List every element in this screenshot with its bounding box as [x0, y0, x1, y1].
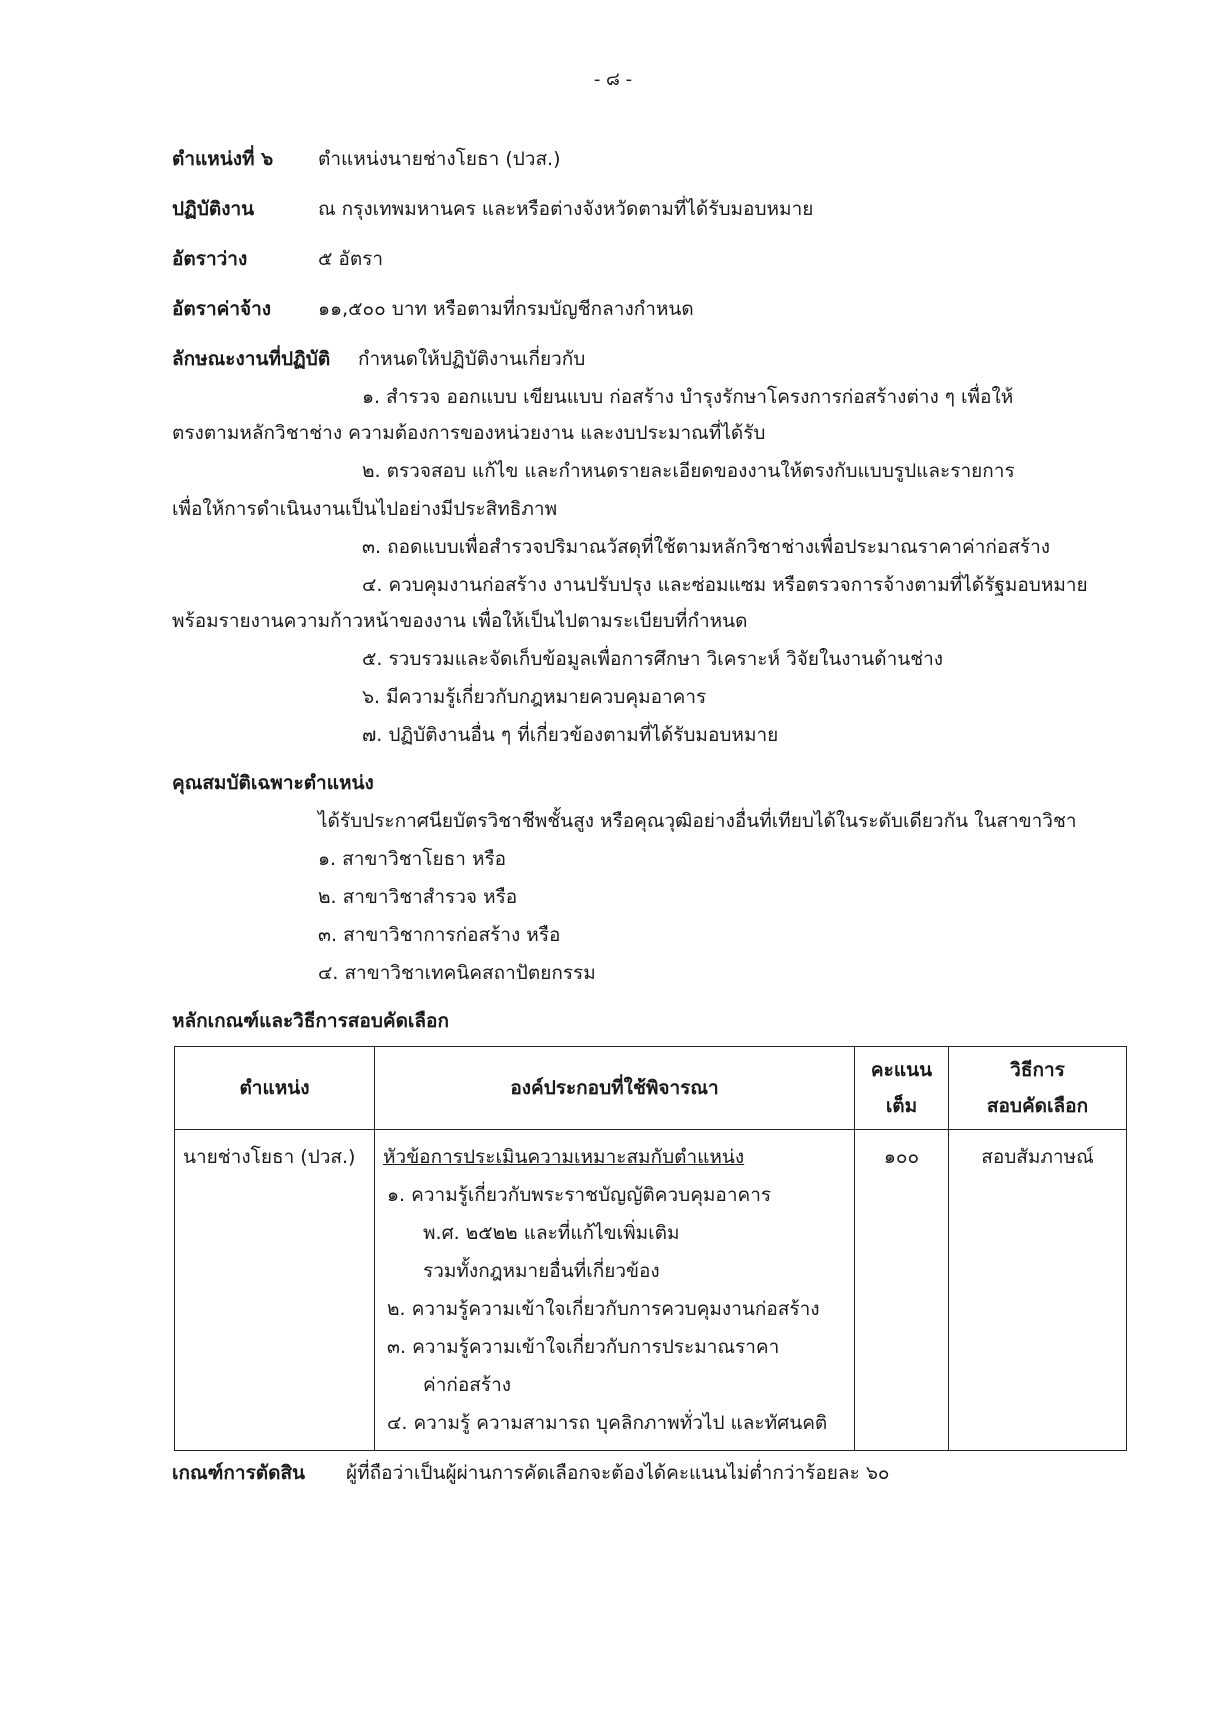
header-method-line-1: วิธีการ — [1010, 1059, 1065, 1081]
header-method — [949, 1047, 1127, 1130]
salary-value: ๑๑,๕๐๐ บาท หรือตามที่กรมบัญชีกลางกำหนด — [318, 298, 694, 320]
duties-intro: กำหนดให้ปฏิบัติงานเกี่ยวกับ — [358, 348, 586, 370]
vacancies-label: อัตราว่าง — [172, 248, 248, 270]
duty-line: พร้อมรายงานความก้าวหน้าของงาน เพื่อให้เป็นไปตามระเบียบที่กำหนด — [172, 610, 748, 632]
cell-score: ๑๐๐ — [855, 1130, 949, 1451]
header-position: ตำแหน่ง — [175, 1047, 375, 1130]
component-line: ๔. ความรู้ ความสามารถ บุคลิกภาพทั่วไป และทัศนคติ — [387, 1412, 828, 1434]
duty-line: ๗. ปฏิบัติงานอื่น ๆ ที่เกี่ยวข้องตามที่ได้รับมอบหมาย — [362, 724, 779, 746]
duty-line: ๕. รวบรวมและจัดเก็บข้อมูลเพื่อการศึกษา วิเคราะห์ วิจัยในงานด้านช่าง — [362, 648, 944, 670]
duty-line: ๓. ถอดแบบเพื่อสำรวจปริมาณวัสดุที่ใช้ตามหลักวิชาช่างเพื่อประมาณราคาค่าก่อสร้าง — [362, 536, 1051, 558]
header-method-line-2: สอบคัดเลือก — [986, 1095, 1089, 1117]
duties-heading: ลักษณะงานที่ปฏิบัติ — [172, 348, 331, 370]
qualification-item: ๓. สาขาวิชาการก่อสร้าง หรือ — [318, 924, 561, 946]
component-line: ๓. ความรู้ความเข้าใจเกี่ยวกับการประมาณราคา — [387, 1336, 780, 1358]
qualification-item: ๔. สาขาวิชาเทคนิคสถาปัตยกรรม — [318, 962, 596, 984]
qualification-item: ๒. สาขาวิชาสำรวจ หรือ — [318, 886, 518, 908]
criteria-heading: หลักเกณฑ์และวิธีการสอบคัดเลือก — [172, 1010, 449, 1032]
position-label: ตำแหน่งที่ ๖ — [172, 148, 274, 170]
duty-line: ๒. ตรวจสอบ แก้ไข และกำหนดรายละเอียดของงานให้ตรงกับแบบรูปและรายการ — [362, 460, 1015, 482]
component-line: พ.ศ. ๒๕๒๒ และที่แก้ไขเพิ่มเติม — [423, 1222, 680, 1244]
table-header-row — [175, 1047, 1127, 1130]
duty-line: ๑. สำรวจ ออกแบบ เขียนแบบ ก่อสร้าง บำรุงรักษาโครงการก่อสร้างต่าง ๆ เพื่อให้ — [362, 386, 1014, 408]
decision-label: เกณฑ์การตัดสิน — [172, 1462, 306, 1484]
duty-line: ๔. ควบคุมงานก่อสร้าง งานปรับปรุง และซ่อมแซม หรือตรวจการจ้างตามที่ได้รัฐมอบหมาย — [362, 574, 1088, 596]
duty-line: ตรงตามหลักวิชาช่าง ความต้องการของหน่วยงาน และงบประมาณที่ได้รับ — [172, 422, 766, 444]
header-score — [855, 1047, 949, 1130]
header-score-line-1: คะแนน — [870, 1059, 933, 1081]
header-components: องค์ประกอบที่ใช้พิจารณา — [375, 1047, 855, 1130]
salary-label: อัตราค่าจ้าง — [172, 298, 272, 320]
qualifications-intro: ได้รับประกาศนียบัตรวิชาชีพชั้นสูง หรือคุณวุฒิอย่างอื่นที่เทียบได้ในระดับเดียวกัน ในสาขาวิชา — [318, 810, 1077, 832]
component-title: หัวข้อการประเมินความเหมาะสมกับตำแหน่ง — [383, 1146, 745, 1168]
component-line: ๑. ความรู้เกี่ยวกับพระราชบัญญัติควบคุมอาคาร — [387, 1184, 772, 1206]
workplace-value: ณ กรุงเทพมหานคร และหรือต่างจังหวัดตามที่ได้รับมอบหมาย — [318, 198, 814, 220]
criteria-table — [174, 1046, 1127, 1451]
header-score-line-2: เต็ม — [885, 1095, 918, 1117]
component-line: รวมทั้งกฎหมายอื่นที่เกี่ยวข้อง — [423, 1260, 660, 1282]
qualification-item: ๑. สาขาวิชาโยธา หรือ — [318, 848, 507, 870]
cell-position: นายช่างโยธา (ปวส.) — [175, 1130, 375, 1451]
duty-line: เพื่อให้การดำเนินงานเป็นไปอย่างมีประสิทธิภาพ — [172, 498, 558, 520]
position-value: ตำแหน่งนายช่างโยธา (ปวส.) — [318, 148, 561, 170]
component-line: ค่าก่อสร้าง — [423, 1374, 512, 1396]
component-line: ๒. ความรู้ความเข้าใจเกี่ยวกับการควบคุมงานก่อสร้าง — [387, 1298, 820, 1320]
page-number: - ๘ - — [593, 69, 633, 90]
decision-value: ผู้ที่ถือว่าเป็นผู้ผ่านการคัดเลือกจะต้องได้คะแนนไม่ต่ำกว่าร้อยละ ๖๐ — [346, 1462, 890, 1484]
cell-components — [375, 1130, 855, 1451]
cell-method: สอบสัมภาษณ์ — [949, 1130, 1127, 1451]
duty-line: ๖. มีความรู้เกี่ยวกับกฎหมายควบคุมอาคาร — [362, 686, 707, 708]
table-row — [175, 1130, 1127, 1451]
qualifications-heading: คุณสมบัติเฉพาะตำแหน่ง — [172, 772, 374, 794]
vacancies-value: ๕ อัตรา — [318, 248, 384, 270]
workplace-label: ปฏิบัติงาน — [172, 198, 255, 220]
